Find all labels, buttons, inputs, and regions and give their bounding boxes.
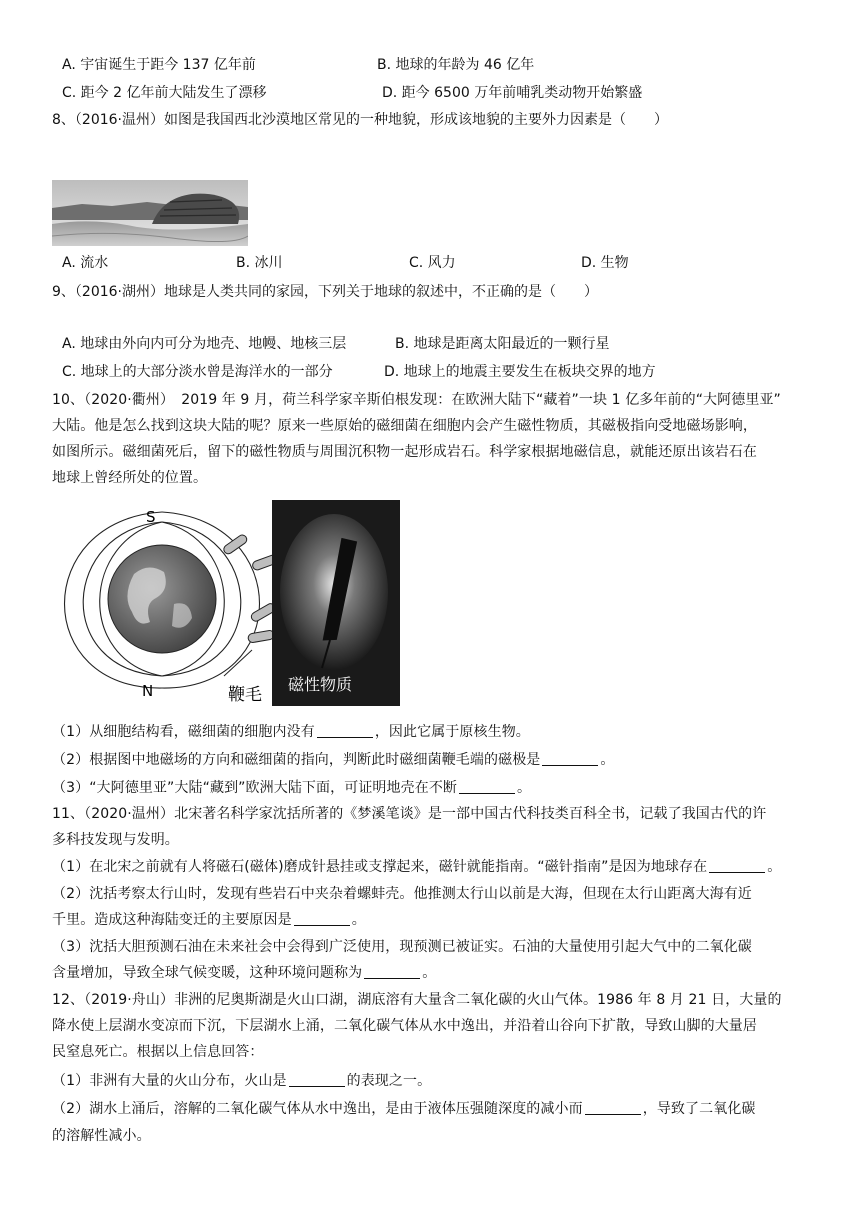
- q10-sub2-tail: 。: [600, 752, 615, 768]
- q10-sub1: [52, 722, 530, 742]
- q10-text-line: 地球上曾经所处的位置。: [52, 470, 208, 486]
- q11-sub3-tail: 。: [422, 965, 437, 981]
- q11-sub3-text: 含量增加，导致全球气候变暖，这种环境问题称为: [52, 965, 363, 981]
- q9-option-d[interactable]: D. 地球上的地震主要发生在板块交界的地方: [384, 364, 656, 380]
- answer-blank[interactable]: [289, 1072, 345, 1087]
- q8-stem: 8、（2016·温州）如图是我国西北沙漠地区常见的一种地貌，形成该地貌的主要外力因素是（ ）: [52, 112, 668, 128]
- q10-sub3-tail: 。: [517, 780, 532, 796]
- q7-option-c[interactable]: C. 距今 2 亿年前大陆发生了漂移: [62, 85, 267, 101]
- q11-sub2-tail: 。: [351, 912, 366, 928]
- q9-option-a[interactable]: A. 地球由外向内可分为地壳、地幔、地核三层: [62, 336, 347, 352]
- answer-blank[interactable]: [459, 779, 515, 794]
- q10-sub1-text: （1）从细胞结构看，磁细菌的细胞内没有: [52, 724, 315, 740]
- q12-text-line: 民窒息死亡。根据以上信息回答：: [52, 1044, 264, 1060]
- answer-blank[interactable]: [709, 858, 765, 873]
- q12-text-line: 降水使上层湖水变凉而下沉，下层湖水上涌，二氧化碳气体从水中逸出，并沿着山谷向下扩散，导致山脚的大量居: [52, 1018, 757, 1034]
- q11-text-line: 11、（2020·温州）北宋著名科学家沈括所著的《梦溪笔谈》是一部中国古代科技类百科全书，记载了我国古代的许: [52, 806, 767, 822]
- q7-option-d[interactable]: D. 距今 6500 万年前哺乳类动物开始繁盛: [382, 85, 643, 101]
- q11-sub2: [52, 910, 366, 930]
- answer-blank[interactable]: [585, 1100, 641, 1115]
- q7-option-a[interactable]: A. 宇宙诞生于距今 137 亿年前: [62, 57, 256, 73]
- q11-sub1-tail: 。: [767, 859, 782, 875]
- magnetic-bacteria-figure: [52, 500, 400, 706]
- q10-sub3: [52, 778, 531, 798]
- q12-sub1-tail: 的表现之一。: [346, 1073, 432, 1089]
- q9-option-b[interactable]: B. 地球是距离太阳最近的一颗行星: [395, 336, 610, 352]
- q8-option-a[interactable]: A. 流水: [62, 255, 109, 271]
- q10-sub2-text: （2）根据图中地磁场的方向和磁细菌的指向，判断此时磁细菌鞭毛端的磁极是: [52, 752, 541, 768]
- q9-option-c[interactable]: C. 地球上的大部分淡水曾是海洋水的一部分: [62, 364, 333, 380]
- q11-text-line: 多科技发现与发明。: [52, 832, 179, 848]
- q11-sub3: [52, 963, 436, 983]
- q11-sub3-line1: （3）沈括大胆预测石油在未来社会中会得到广泛使用，现预测已被证实。石油的大量使用引起大气中的二氧化碳: [52, 939, 752, 955]
- q10-sub1-tail: ，因此它属于原核生物。: [374, 724, 530, 740]
- q12-text-line: 12、（2019·舟山）非洲的尼奥斯湖是火山口湖，湖底溶有大量含二氧化碳的火山气体。1986 年 8 月 21 日，大量的: [52, 992, 782, 1008]
- q8-option-b[interactable]: B. 冰川: [236, 255, 283, 271]
- flagellum-label: 鞭毛: [228, 685, 262, 705]
- q12-sub2-tail: ，导致了二氧化碳: [642, 1101, 756, 1117]
- q12-sub2-text: （2）湖水上涌后，溶解的二氧化碳气体从水中逸出，是由于液体压强随深度的减小而: [52, 1101, 583, 1117]
- q10-text-line: 大陆。他是怎么找到这块大陆的呢？原来一些原始的磁细菌在细胞内会产生磁性物质，其磁极指向受地磁场影响，: [52, 418, 757, 434]
- q8-option-c[interactable]: C. 风力: [409, 255, 456, 271]
- q11-sub1-text: （1）在北宋之前就有人将磁石(磁体)磨成针悬挂或支撑起来，磁针就能指南。“磁针指南”是因为地球存在: [52, 859, 708, 875]
- q10-sub3-text: （3）“大阿德里亚”大陆“藏到”欧洲大陆下面，可证明地壳在不断: [52, 780, 458, 796]
- q7-option-b[interactable]: B. 地球的年龄为 46 亿年: [377, 57, 535, 73]
- q12-sub2: [52, 1099, 756, 1119]
- q12-sub2-line2: 的溶解性减小。: [52, 1128, 151, 1144]
- q12-sub1: [52, 1071, 431, 1091]
- q11-sub2-text: 千里。造成这种海陆变迁的主要原因是: [52, 912, 292, 928]
- answer-blank[interactable]: [364, 964, 420, 979]
- q12-sub1-text: （1）非洲有大量的火山分布，火山是: [52, 1073, 287, 1089]
- q10-sub2: [52, 750, 615, 770]
- pole-label-s: S: [146, 508, 156, 526]
- pole-label-n: N: [142, 682, 154, 700]
- q11-sub2-line1: （2）沈括考察太行山时，发现有些岩石中夹杂着螺蚌壳。他推测太行山以前是大海，但现在太行山距离大海有近: [52, 886, 752, 902]
- q10-text-line: 10、（2020·衢州） 2019 年 9 月，荷兰科学家辛斯伯根发现：在欧洲大陆下“藏着”一块 1 亿多年前的“大阿德里亚”: [52, 392, 781, 408]
- magnetic-material-label: 磁性物质: [288, 675, 353, 694]
- desert-landform-photo: [52, 180, 248, 246]
- answer-blank[interactable]: [317, 723, 373, 738]
- q8-option-d[interactable]: D. 生物: [581, 255, 629, 271]
- answer-blank[interactable]: [294, 911, 350, 926]
- q11-sub1: [52, 857, 781, 877]
- answer-blank[interactable]: [542, 751, 598, 766]
- q10-text-line: 如图所示。磁细菌死后，留下的磁性物质与周围沉积物一起形成岩石。科学家根据地磁信息，就能还原出该岩石在: [52, 444, 757, 460]
- q9-stem: 9、（2016·湖州）地球是人类共同的家园，下列关于地球的叙述中，不正确的是（ ）: [52, 284, 598, 300]
